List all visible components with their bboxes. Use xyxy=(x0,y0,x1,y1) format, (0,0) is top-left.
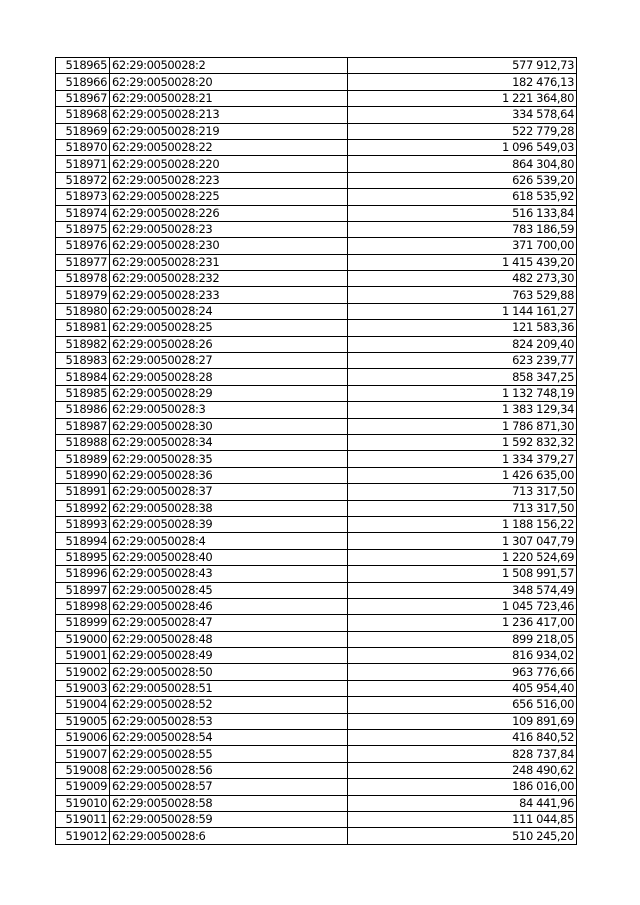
table-row xyxy=(56,697,577,713)
value-cell: 1 221 364,80 xyxy=(348,90,577,106)
table-row xyxy=(56,648,577,664)
cadastral-number-cell: 62:29:0050028:49 xyxy=(110,648,348,664)
row-number-cell: 518994 xyxy=(56,533,110,549)
value-cell: 858 347,25 xyxy=(348,369,577,385)
value-cell: 899 218,05 xyxy=(348,631,577,647)
cadastral-number-cell: 62:29:0050028:226 xyxy=(110,205,348,221)
row-number-cell: 518970 xyxy=(56,139,110,155)
value-cell: 109 891,69 xyxy=(348,713,577,729)
row-number-cell: 519001 xyxy=(56,648,110,664)
value-cell: 1 426 635,00 xyxy=(348,467,577,483)
table-row xyxy=(56,566,577,582)
cadastral-number-cell: 62:29:0050028:30 xyxy=(110,418,348,434)
cadastral-number-cell: 62:29:0050028:57 xyxy=(110,779,348,795)
table-row xyxy=(56,746,577,762)
table-row xyxy=(56,516,577,532)
value-cell: 1 045 723,46 xyxy=(348,598,577,614)
value-cell: 1 415 439,20 xyxy=(348,254,577,270)
cadastral-number-cell: 62:29:0050028:39 xyxy=(110,516,348,532)
table-row xyxy=(56,402,577,418)
value-cell: 763 529,88 xyxy=(348,287,577,303)
value-cell: 963 776,66 xyxy=(348,664,577,680)
table-row xyxy=(56,74,577,90)
row-number-cell: 518979 xyxy=(56,287,110,303)
row-number-cell: 519011 xyxy=(56,811,110,827)
row-number-cell: 519005 xyxy=(56,713,110,729)
value-cell: 626 539,20 xyxy=(348,172,577,188)
row-number-cell: 519000 xyxy=(56,631,110,647)
table-row xyxy=(56,434,577,450)
row-number-cell: 518978 xyxy=(56,271,110,287)
table-body xyxy=(56,58,577,845)
cadastral-number-cell: 62:29:0050028:225 xyxy=(110,189,348,205)
table-row xyxy=(56,615,577,631)
value-cell: 348 574,49 xyxy=(348,582,577,598)
value-cell: 1 307 047,79 xyxy=(348,533,577,549)
table-row xyxy=(56,664,577,680)
row-number-cell: 518973 xyxy=(56,189,110,205)
cadastral-number-cell: 62:29:0050028:20 xyxy=(110,74,348,90)
table-row xyxy=(56,336,577,352)
table-row xyxy=(56,795,577,811)
cadastral-number-cell: 62:29:0050028:22 xyxy=(110,139,348,155)
row-number-cell: 519012 xyxy=(56,828,110,844)
table-row xyxy=(56,762,577,778)
row-number-cell: 518974 xyxy=(56,205,110,221)
cadastral-number-cell: 62:29:0050028:59 xyxy=(110,811,348,827)
row-number-cell: 518972 xyxy=(56,172,110,188)
cadastral-number-cell: 62:29:0050028:24 xyxy=(110,303,348,319)
row-number-cell: 518989 xyxy=(56,451,110,467)
value-cell: 618 535,92 xyxy=(348,189,577,205)
table-row xyxy=(56,353,577,369)
table-row xyxy=(56,254,577,270)
cadastral-number-cell: 62:29:0050028:56 xyxy=(110,762,348,778)
cadastral-number-cell: 62:29:0050028:3 xyxy=(110,402,348,418)
value-cell: 84 441,96 xyxy=(348,795,577,811)
table-row xyxy=(56,172,577,188)
table-row xyxy=(56,598,577,614)
cadastral-number-cell: 62:29:0050028:58 xyxy=(110,795,348,811)
cadastral-number-cell: 62:29:0050028:28 xyxy=(110,369,348,385)
cadastral-number-cell: 62:29:0050028:26 xyxy=(110,336,348,352)
row-number-cell: 518990 xyxy=(56,467,110,483)
value-cell: 656 516,00 xyxy=(348,697,577,713)
cadastral-number-cell: 62:29:0050028:52 xyxy=(110,697,348,713)
table-row xyxy=(56,549,577,565)
cadastral-number-cell: 62:29:0050028:232 xyxy=(110,271,348,287)
cadastral-number-cell: 62:29:0050028:219 xyxy=(110,123,348,139)
table-row xyxy=(56,369,577,385)
row-number-cell: 518969 xyxy=(56,123,110,139)
cadastral-number-cell: 62:29:0050028:6 xyxy=(110,828,348,844)
cadastral-value-table xyxy=(55,57,577,845)
row-number-cell: 518988 xyxy=(56,434,110,450)
table-row xyxy=(56,205,577,221)
cadastral-number-cell: 62:29:0050028:48 xyxy=(110,631,348,647)
row-number-cell: 519002 xyxy=(56,664,110,680)
cadastral-number-cell: 62:29:0050028:45 xyxy=(110,582,348,598)
value-cell: 482 273,30 xyxy=(348,271,577,287)
row-number-cell: 518971 xyxy=(56,156,110,172)
value-cell: 577 912,73 xyxy=(348,58,577,74)
value-cell: 1 220 524,69 xyxy=(348,549,577,565)
cadastral-number-cell: 62:29:0050028:27 xyxy=(110,353,348,369)
value-cell: 1 236 417,00 xyxy=(348,615,577,631)
value-cell: 416 840,52 xyxy=(348,730,577,746)
value-cell: 121 583,36 xyxy=(348,320,577,336)
cadastral-number-cell: 62:29:0050028:50 xyxy=(110,664,348,680)
row-number-cell: 518984 xyxy=(56,369,110,385)
row-number-cell: 518968 xyxy=(56,107,110,123)
table-row xyxy=(56,221,577,237)
table-row xyxy=(56,631,577,647)
table-row xyxy=(56,467,577,483)
value-cell: 1 592 832,32 xyxy=(348,434,577,450)
cadastral-number-cell: 62:29:0050028:55 xyxy=(110,746,348,762)
table-row xyxy=(56,123,577,139)
table-row xyxy=(56,385,577,401)
cadastral-number-cell: 62:29:0050028:213 xyxy=(110,107,348,123)
row-number-cell: 519004 xyxy=(56,697,110,713)
cadastral-number-cell: 62:29:0050028:40 xyxy=(110,549,348,565)
table-row xyxy=(56,680,577,696)
row-number-cell: 519008 xyxy=(56,762,110,778)
value-cell: 623 239,77 xyxy=(348,353,577,369)
value-cell: 1 144 161,27 xyxy=(348,303,577,319)
row-number-cell: 518996 xyxy=(56,566,110,582)
value-cell: 816 934,02 xyxy=(348,648,577,664)
table-row xyxy=(56,189,577,205)
row-number-cell: 518966 xyxy=(56,74,110,90)
table-row xyxy=(56,107,577,123)
row-number-cell: 518998 xyxy=(56,598,110,614)
value-cell: 510 245,20 xyxy=(348,828,577,844)
cadastral-number-cell: 62:29:0050028:25 xyxy=(110,320,348,336)
cadastral-number-cell: 62:29:0050028:38 xyxy=(110,500,348,516)
value-cell: 248 490,62 xyxy=(348,762,577,778)
value-cell: 1 096 549,03 xyxy=(348,139,577,155)
table-row xyxy=(56,484,577,500)
table-row xyxy=(56,238,577,254)
cadastral-number-cell: 62:29:0050028:2 xyxy=(110,58,348,74)
value-cell: 334 578,64 xyxy=(348,107,577,123)
cadastral-number-cell: 62:29:0050028:35 xyxy=(110,451,348,467)
table-row xyxy=(56,58,577,74)
value-cell: 371 700,00 xyxy=(348,238,577,254)
cadastral-number-cell: 62:29:0050028:21 xyxy=(110,90,348,106)
value-cell: 1 786 871,30 xyxy=(348,418,577,434)
table-row xyxy=(56,500,577,516)
cadastral-number-cell: 62:29:0050028:231 xyxy=(110,254,348,270)
row-number-cell: 518967 xyxy=(56,90,110,106)
row-number-cell: 518976 xyxy=(56,238,110,254)
value-cell: 713 317,50 xyxy=(348,484,577,500)
row-number-cell: 518985 xyxy=(56,385,110,401)
table-row xyxy=(56,533,577,549)
value-cell: 1 132 748,19 xyxy=(348,385,577,401)
cadastral-number-cell: 62:29:0050028:36 xyxy=(110,467,348,483)
cadastral-number-cell: 62:29:0050028:29 xyxy=(110,385,348,401)
value-cell: 1 508 991,57 xyxy=(348,566,577,582)
row-number-cell: 519006 xyxy=(56,730,110,746)
cadastral-number-cell: 62:29:0050028:223 xyxy=(110,172,348,188)
value-cell: 1 188 156,22 xyxy=(348,516,577,532)
table-row xyxy=(56,730,577,746)
table-row xyxy=(56,287,577,303)
table-row xyxy=(56,779,577,795)
value-cell: 1 334 379,27 xyxy=(348,451,577,467)
cadastral-number-cell: 62:29:0050028:220 xyxy=(110,156,348,172)
table-row xyxy=(56,582,577,598)
cadastral-number-cell: 62:29:0050028:34 xyxy=(110,434,348,450)
cadastral-number-cell: 62:29:0050028:53 xyxy=(110,713,348,729)
table-row xyxy=(56,713,577,729)
table-row xyxy=(56,811,577,827)
value-cell: 1 383 129,34 xyxy=(348,402,577,418)
value-cell: 186 016,00 xyxy=(348,779,577,795)
value-cell: 713 317,50 xyxy=(348,500,577,516)
cadastral-number-cell: 62:29:0050028:54 xyxy=(110,730,348,746)
value-cell: 828 737,84 xyxy=(348,746,577,762)
table-row xyxy=(56,271,577,287)
value-cell: 182 476,13 xyxy=(348,74,577,90)
row-number-cell: 518997 xyxy=(56,582,110,598)
cadastral-number-cell: 62:29:0050028:230 xyxy=(110,238,348,254)
row-number-cell: 518975 xyxy=(56,221,110,237)
row-number-cell: 518983 xyxy=(56,353,110,369)
value-cell: 405 954,40 xyxy=(348,680,577,696)
value-cell: 522 779,28 xyxy=(348,123,577,139)
table-row xyxy=(56,451,577,467)
table-row xyxy=(56,828,577,844)
row-number-cell: 518993 xyxy=(56,516,110,532)
cadastral-number-cell: 62:29:0050028:37 xyxy=(110,484,348,500)
row-number-cell: 518965 xyxy=(56,58,110,74)
row-number-cell: 518977 xyxy=(56,254,110,270)
row-number-cell: 518980 xyxy=(56,303,110,319)
row-number-cell: 519009 xyxy=(56,779,110,795)
value-cell: 516 133,84 xyxy=(348,205,577,221)
value-cell: 783 186,59 xyxy=(348,221,577,237)
cadastral-number-cell: 62:29:0050028:4 xyxy=(110,533,348,549)
row-number-cell: 519003 xyxy=(56,680,110,696)
cadastral-number-cell: 62:29:0050028:43 xyxy=(110,566,348,582)
value-cell: 824 209,40 xyxy=(348,336,577,352)
row-number-cell: 518982 xyxy=(56,336,110,352)
cadastral-number-cell: 62:29:0050028:23 xyxy=(110,221,348,237)
row-number-cell: 518987 xyxy=(56,418,110,434)
table-row xyxy=(56,156,577,172)
table-row xyxy=(56,139,577,155)
row-number-cell: 518999 xyxy=(56,615,110,631)
table-row xyxy=(56,90,577,106)
table-row xyxy=(56,320,577,336)
cadastral-number-cell: 62:29:0050028:47 xyxy=(110,615,348,631)
table-row xyxy=(56,303,577,319)
row-number-cell: 519007 xyxy=(56,746,110,762)
row-number-cell: 518992 xyxy=(56,500,110,516)
row-number-cell: 519010 xyxy=(56,795,110,811)
row-number-cell: 518995 xyxy=(56,549,110,565)
cadastral-number-cell: 62:29:0050028:233 xyxy=(110,287,348,303)
value-cell: 111 044,85 xyxy=(348,811,577,827)
row-number-cell: 518986 xyxy=(56,402,110,418)
cadastral-number-cell: 62:29:0050028:51 xyxy=(110,680,348,696)
cadastral-number-cell: 62:29:0050028:46 xyxy=(110,598,348,614)
table-row xyxy=(56,418,577,434)
value-cell: 864 304,80 xyxy=(348,156,577,172)
row-number-cell: 518991 xyxy=(56,484,110,500)
row-number-cell: 518981 xyxy=(56,320,110,336)
